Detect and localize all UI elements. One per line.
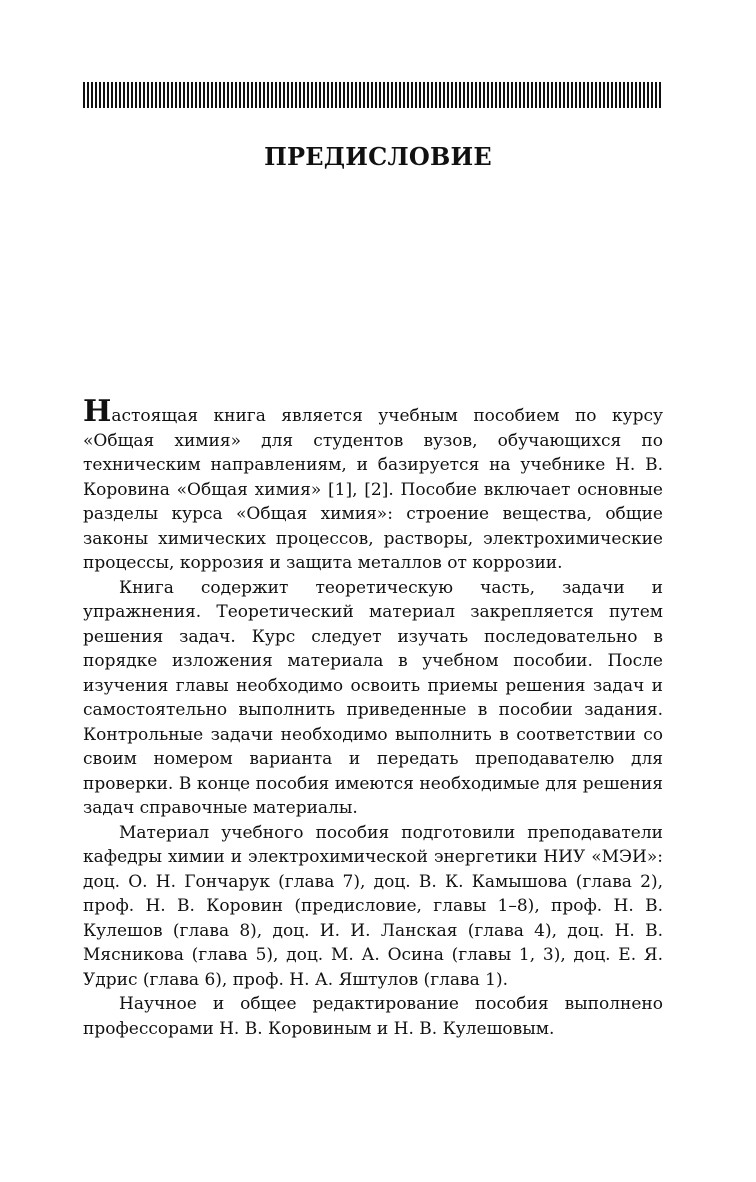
paragraph-structure: Книга содержит теоретическую часть, задачи и упражнения. Теоретический материал закрепляется путем решения задач. Курс следует изучать последовательно в порядке изложения материала в учебном пособии. После изучения главы необходимо освоить приемы решения задач и самостоятельно выполнить приведенные в пособии задания. Контрольные задачи необходимо выполнить в соответствии со своим номером варианта и передать преподавателю для проверки. В конце пособия имеются необходимые для решения задач справочные материалы. bbox=[83, 577, 663, 818]
paragraph-intro-text: астоящая книга является учебным пособием по курсу «Общая химия» для студентов вузов, обучающихся по техническим направлениям, и базируется на учебнике Н. В. Коровина «Общая химия» [1], [2]. Пособие включает основные разделы курса «Общая химия»: строение вещества, общие законы химических процессов, растворы, электрохимические процессы, коррозия и защита металлов от коррозии. bbox=[83, 406, 663, 573]
drop-cap: Н bbox=[83, 394, 112, 429]
page-title: ПРЕДИСЛОВИЕ bbox=[264, 142, 492, 171]
paragraph-authors: Материал учебного пособия подготовили преподаватели кафедры химии и электрохимической энергетики НИУ «МЭИ»: доц. О. Н. Гончарук (глава 7), доц. В. К. Камышова (глава 2), проф. Н. В. Коровин (предисловие, главы 1–8), проф. Н. В. Кулешов (глава 8), доц. И. И. Ланская (глава 4), доц. Н. В. Мясникова (глава 5), доц. М. А. Осина (главы 1, 3), доц. Е. Я. Удрис (глава 6), проф. Н. А. Яштулов (глава 1). bbox=[83, 822, 663, 990]
header-rule bbox=[83, 82, 663, 108]
paragraph-intro bbox=[83, 394, 663, 576]
body-text bbox=[83, 394, 663, 1041]
paragraph-editors: Научное и общее редактирование пособия выполнено профессорами Н. В. Коровиным и Н. В. Кулешовым. bbox=[83, 994, 663, 1039]
